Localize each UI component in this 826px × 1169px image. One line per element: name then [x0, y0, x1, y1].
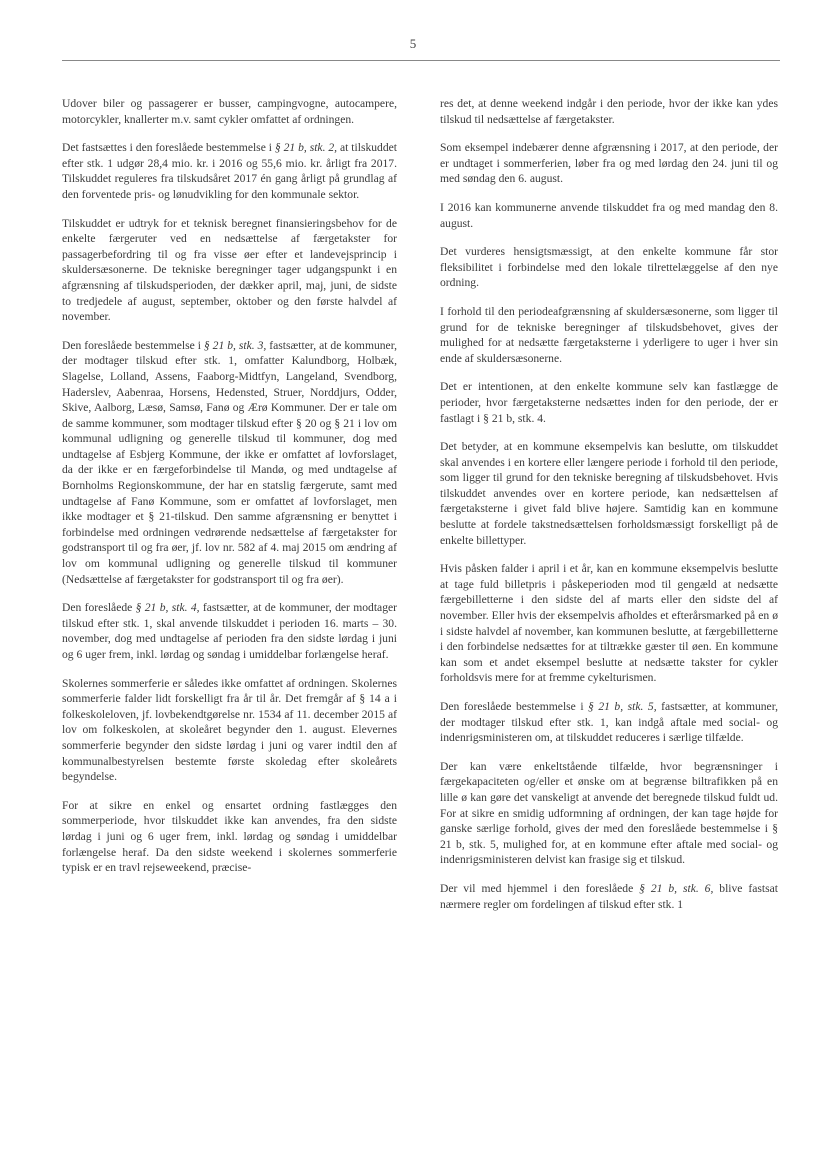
paragraph-text: fastsætter, at kommuner, der modtager tilskud efter stk. 1, kan indgå aftale med social- og indenrigsministeren om, at tilskuddet reduceres i særlige tilfælde.	[440, 700, 779, 745]
paragraph-text: fastsætter, at de kommuner, der modtager tilskud efter stk. 1, omfatter Kalundborg, Holbæk, Slagelse, Lolland, Assens, Faaborg-Midtfyn, Langeland, Svendborg, Haderslev, Aabenraa, Horsens, Hedensted, Struer, Norddjurs, Odder, Skive, Aalborg, Læsø, Samsø, Fanø og Ærø Kommuner. Der er tale om de samme kommuner, som modtager tilskud efter § 20 og § 21 i lov om kommunal udligning og generelle tilskud til kommuner, dog med undtagelse af Esbjerg Kommune, der ikke er omfattet af lovforslaget, da der ikke er en færgeforbindelse til Mandø, og med undtagelse af Bornholms Regionskommune, der har en statslig færgerute, samt med undtagelse af Fanø Kommune, som er omfattet af lovforslaget, men ikke modtager et § 21-tilskud. Den samme afgrænsning er benyttet i forbindelse med ordningen vedrørende nedsættelse af færgetakster for godstransport til og fra øer, jf. lov nr. 582 af 4. maj 2015 om ændring af lov om kommunal udligning og generelle tilskud til kommuner (Nedsættelse af færgetakster for godstransport til og fra øer).	[62, 338, 397, 586]
header-rule	[62, 60, 780, 61]
paragraph-text: Det fastsættes i den foreslåede bestemmelse i	[62, 141, 275, 155]
page-number: 5	[409, 36, 417, 51]
paragraph-text: Skolernes sommerferie er således ikke omfattet af ordningen. Skolernes sommerferie falder lidt forskelligt fra år til år. Det fremgår af § 14 a i folkeskoleloven, jf. lovbekendtgørelse nr. 1534 af 11. december 2015 af lov om folkeskolen, at skoleåret begynder den 1. august. Elevernes sommerferie begynder den sidste lørdag i juni og varer indtil den af kommunalbestyrelsen bestemte første skoledag efter skoleårets begyndelse.	[62, 676, 397, 784]
paragraph	[440, 561, 778, 686]
paragraph	[62, 600, 397, 662]
paragraph-text: Hvis påsken falder i april i et år, kan en kommune eksempelvis beslutte at tage fuld billetpris i påskeperioden mod til gengæld at nedsætte færgebilletterne i den sidste del af marts eller den sidste del af november. Eller hvis der eksempelvis afholdes et efterårsmarked på en ø i sidste halvdel af november, kan kommunen beslutte, at færgebilletterne i den forbindelse nedsættes for at tiltrække gæster til øen. En kommune kan som et andet eksempel beslutte at nedsætte takster for cykler forholdsvis mere for at fremme cykelturismen.	[440, 562, 778, 685]
paragraph	[440, 140, 778, 187]
paragraph-text: fastsætter, at de kommuner, der modtager tilskud efter stk. 1, skal anvende tilskuddet i perioden 16. marts – 30. november, dog med undtagelse af perioden fra den sidste lørdag i juni og 6 uger frem, inkl. lørdag og søndag i umiddelbar forlængelse heraf.	[62, 601, 397, 661]
paragraph	[62, 140, 397, 202]
section-reference: § 21 b, stk. 4,	[135, 601, 200, 615]
paragraph	[440, 200, 778, 231]
paragraph	[62, 338, 397, 588]
paragraph-text: blive fastsat nærmere regler om fordelingen af tilskud efter stk. 1	[440, 881, 778, 911]
paragraph-text: Tilskuddet er udtryk for et teknisk beregnet finansieringsbehov for de enkelte færgeruter ved en nedsættelse af færgetakster for passagerbefordring til og fra visse øer efter et landevejsprincip i skuldersæsonerne. De tekniske beregninger tager udgangspunkt i en afgrænsning af tilskudsperioden, der dækker april, maj, juni, de sidste to tredjedele af august, september, oktober og den første halvdel af november.	[62, 216, 397, 324]
paragraph-text: Det betyder, at en kommune eksempelvis kan beslutte, om tilskuddet skal anvendes i en kortere eller længere periode i forhold til den periode, som ligger til grund for den tekniske beregning af tilskudsbehovet. Hvis tilskuddet anvendes over en kortere periode, kan nedsættelsen af færgetaksterne i givet fald blive højere. Samtidig kan en kommune beslutte at fordele takstnedsættelsen forholdsmæssigt forskelligt på de enkelte billettyper.	[440, 440, 778, 547]
paragraph-text: at tilskuddet efter stk. 1 udgør 28,4 mio. kr. i 2016 og 55,6 mio. kr. årligt fra 2017. Tilskuddet reguleres fra tilskudsåret 2017 én gang årligt på grundlag af den forventede pris- og lønudvikling for den kommunale sektor.	[62, 141, 398, 201]
paragraph-text: Der vil med hjemmel i den foreslåede	[440, 881, 640, 895]
paragraph-text: Den foreslåede bestemmelse i	[62, 338, 204, 352]
paragraph	[440, 96, 778, 127]
section-reference: § 21 b, stk. 5,	[588, 700, 657, 713]
section-reference: § 21 b, stk. 6,	[639, 881, 714, 895]
right-column	[440, 96, 778, 925]
paragraph	[440, 439, 778, 548]
paragraph-text: Som eksempel indebærer denne afgrænsning i 2017, at den periode, der er undtaget i sommerferien, løber fra og med lørdag den 24. juni til og med søndag den 6. august.	[440, 141, 778, 186]
paragraph-text: Det vurderes hensigtsmæssigt, at den enkelte kommune får stor fleksibilitet i forbindelse med den lokale tilrettelæggelse af den nye ordning.	[440, 245, 778, 290]
paragraph	[440, 759, 778, 868]
paragraph	[62, 676, 397, 785]
paragraph	[62, 216, 397, 325]
paragraph	[440, 244, 778, 291]
paragraph-text: I 2016 kan kommunerne anvende tilskuddet fra og med mandag den 8. august.	[440, 200, 778, 230]
paragraph-text: Det er intentionen, at den enkelte kommune selv kan fastlægge de perioder, hvor færgetaksterne nedsættes inden for den periode, der er fastlagt i § 21 b, stk. 4.	[440, 380, 778, 425]
section-reference: § 21 b, stk. 3,	[203, 338, 267, 352]
paragraph	[440, 881, 778, 912]
paragraph-text: Den foreslåede	[62, 601, 136, 615]
paragraph	[440, 699, 778, 746]
paragraph	[62, 96, 397, 127]
paragraph-text: Den foreslåede bestemmelse i	[440, 700, 589, 713]
left-column	[62, 96, 397, 889]
paragraph-text: res det, at denne weekend indgår i den periode, hvor der ikke kan ydes tilskud til nedsættelse af færgetakster.	[440, 97, 778, 126]
paragraph-text: Udover biler og passagerer er busser, campingvogne, autocampere, motorcykler, knallerter m.v. samt cykler omfattet af ordningen.	[62, 97, 397, 126]
paragraph-text: I forhold til den periodeafgrænsning af skuldersæsonerne, som ligger til grund for de tekniske beregninger af tilskudsbehovet, gives der mulighed for at nedsætte færgetaksterne i yderligere to uger i hver sin ende af skuldersæsonerne.	[440, 304, 778, 365]
paragraph	[440, 304, 778, 366]
paragraph-text: For at sikre en enkel og ensartet ordning fastlægges den sommerperiode, hvor tilskuddet ikke kan anvendes, fra den sidste lørdag i juni og 6 uger frem, inkl. lørdag og søndag i umiddelbar forlængelse heraf. Da den sidste weekend i skolernes sommerferie typisk er en travl rejseweekend, præcise-	[62, 798, 397, 875]
paragraph-text: Der kan være enkeltstående tilfælde, hvor begrænsninger i færgekapaciteten og/eller et ønske om at begrænse biltrafikken på en lille ø kan gøre det vanskeligt at anvende det beregnede tilskud fuldt ud. For at sikre en smidig udformning af ordningen, der kan tage højde for ganske særlige forhold, gives der med den foreslåede bestemmelse i § 21 b, stk. 5, mulighed for, at en kommune efter aftale med social- og indenrigsministeren delvist kan frasige sig et tilskud.	[440, 759, 778, 867]
paragraph	[62, 798, 397, 876]
paragraph	[440, 379, 778, 426]
section-reference: § 21 b, stk. 2,	[274, 141, 338, 155]
